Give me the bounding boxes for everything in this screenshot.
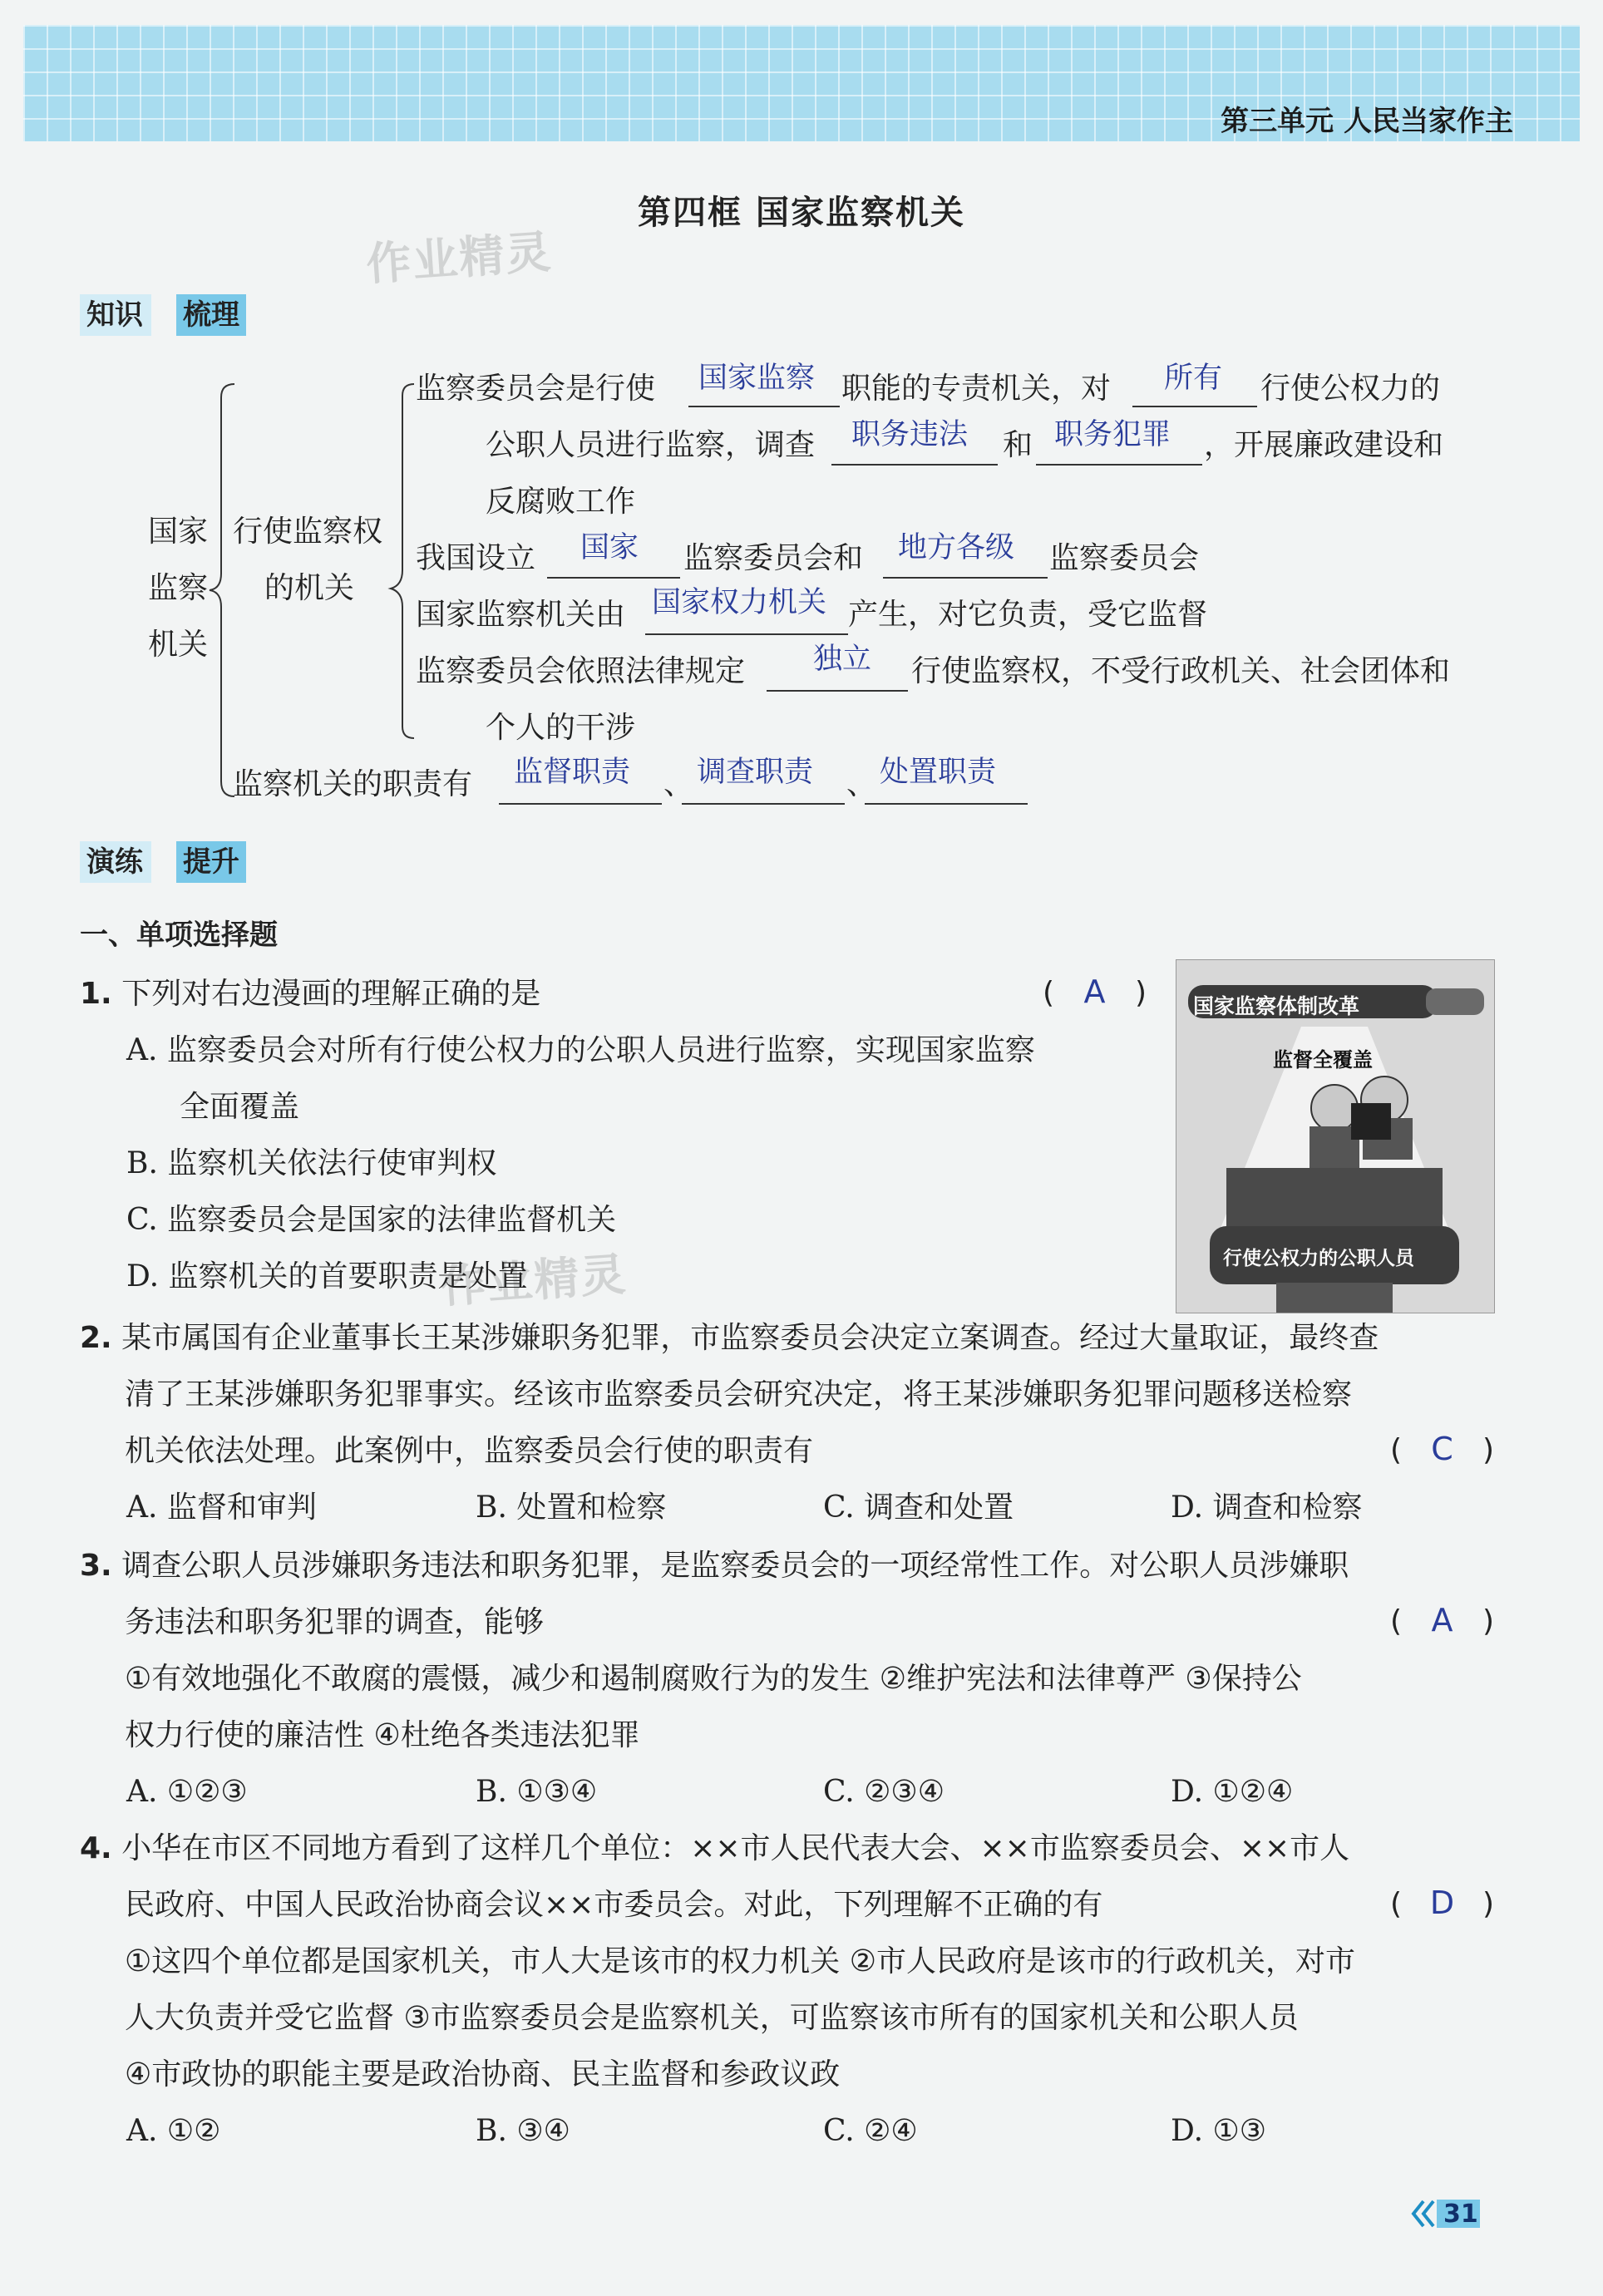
outline-text: 产生，对它负责，受它监督 (848, 598, 1208, 632)
question-stem: 某市属国有企业董事长王某涉嫌职务犯罪，市监察委员会决定立案调查。经过大量取证，最终查 (121, 1321, 1379, 1355)
option: C. ②④ (823, 2114, 918, 2148)
option: B. ③④ (476, 2114, 570, 2148)
question-stem: 清了王某涉嫌职务犯罪事实。经该市监察委员会研究决定，将王某涉嫌职务犯罪问题移送检察 (125, 1377, 1353, 1412)
option: B. ①③④ (476, 1775, 598, 1809)
answer-text: 独立 (813, 643, 872, 676)
option: A. ①②③ (126, 1775, 248, 1809)
outline-text: 监察委员会依照法律规定 (416, 654, 746, 688)
page-number-badge (1408, 2196, 1483, 2231)
answer-text: 国家监察 (698, 362, 816, 395)
question-1 (80, 979, 540, 1009)
question-stem: 人大负责并受它监督 ③市监察委员会是监察机关，可监察该市所有的国家机关和公职人员 (125, 2001, 1299, 2035)
outline-text: 公职人员进行监察，调查 (486, 428, 816, 462)
outline-text: 监察委员会和 (683, 541, 864, 575)
lesson-title: 第四框 国家监察机关 (638, 194, 965, 232)
question-stem: 民政府、中国人民政治协商会议××市委员会。对此，下列理解不正确的有 (125, 1888, 1103, 1922)
question-stem: ④市政协的职能主要是政治协商、民主监督和参政议政 (125, 2057, 841, 2092)
outline-text: 监察委员会 (1049, 541, 1200, 575)
option: 全面覆盖 (180, 1090, 300, 1124)
outline-text: 我国设立 (416, 541, 536, 575)
answer-text: 处置职责 (880, 756, 997, 789)
question-stem: 机关依法处理。此案例中，监察委员会行使的职责有 (125, 1434, 814, 1468)
watermark: 作业精灵 (364, 225, 555, 291)
question-stem: ①这四个单位都是国家机关，市人大是该市的权力机关 ②市人民政府是该市的行政机关，对市 (125, 1944, 1355, 1978)
outline-text: 行使公权力的 (1260, 372, 1441, 406)
answer-bracket: ( C ) (1390, 1431, 1494, 1467)
answer-text: 国家 (580, 531, 639, 564)
option: B. 处置和检察 (476, 1490, 667, 1525)
question-stem: 下列对右边漫画的理解正确的是 (121, 977, 541, 1011)
outline-text: ，开展廉政建设和 (1204, 428, 1444, 462)
option: C. ②③④ (823, 1775, 945, 1809)
cartoon-base-label: 行使公权力的公职人员 (1223, 1248, 1414, 1269)
outline-text: 监察机关的职责有 (233, 767, 473, 801)
outline-root: 国家 (148, 515, 209, 549)
question-4 (80, 1831, 1350, 1865)
question-number: 4. (80, 1831, 112, 1865)
cartoon-banner: 国家监察体制改革 (1193, 994, 1360, 1018)
outline-text: 反腐败工作 (486, 485, 636, 519)
section-tag-left: 演练 (80, 841, 151, 883)
question-number: 1. (80, 977, 112, 1011)
answer-bracket: ( A ) (1043, 973, 1147, 1010)
option: A. 监督和审判 (126, 1490, 317, 1525)
page-number: 31 (1443, 2200, 1478, 2229)
outline-text: 监察委员会是行使 (416, 372, 656, 406)
part-heading: 一、单项选择题 (80, 919, 278, 952)
question-stem: 权力行使的廉洁性 ④杜绝各类违法犯罪 (125, 1718, 640, 1752)
option: C. 调查和处置 (823, 1490, 1014, 1525)
watermark: 作业精灵 (439, 1248, 629, 1313)
answer-text: 职务犯罪 (1054, 418, 1171, 451)
outline-root: 监察 (148, 571, 209, 605)
answer-text: 监督职责 (514, 756, 631, 789)
option: A. 监察委员会对所有行使公权力的公职人员进行监察，实现国家监察 (126, 1033, 1035, 1067)
question-stem: 调查公职人员涉嫌职务违法和职务犯罪，是监察委员会的一项经常性工作。对公职人员涉嫌职 (121, 1549, 1349, 1583)
outline-branch: 的机关 (264, 571, 355, 605)
outline-text: 个人的干涉 (486, 711, 636, 745)
section-tag-right: 梳理 (176, 294, 246, 336)
section-tag-left: 知识 (80, 294, 151, 336)
answer-text: 地方各级 (898, 531, 1015, 564)
outline-text: 职能的专责机关，对 (841, 372, 1112, 406)
option: D. 监察机关的首要职责是处置 (126, 1259, 528, 1293)
cartoon-illustration (1176, 959, 1495, 1313)
outline-braces (0, 0, 1603, 831)
answer-choice: C (1431, 1431, 1453, 1467)
outline-text: 国家监察机关由 (416, 598, 626, 632)
answer-text: 国家权力机关 (652, 586, 827, 619)
question-stem: 小华在市区不同地方看到了这样几个单位：××市人民代表大会、××市监察委员会、××市人 (121, 1831, 1350, 1865)
question-3 (80, 1551, 1349, 1581)
question-stem: ①有效地强化不敢腐的震慑，减少和遏制腐败行为的发生 ②维护宪法和法律尊严 ③保持公 (125, 1662, 1302, 1696)
section-tag-practice (80, 841, 254, 883)
option: D. ①②④ (1171, 1775, 1294, 1809)
question-2 (80, 1323, 1379, 1353)
outline-text: 和 (1003, 428, 1033, 462)
question-number: 2. (80, 1321, 112, 1355)
option: C. 监察委员会是国家的法律监督机关 (126, 1203, 617, 1237)
answer-bracket: ( D ) (1390, 1885, 1494, 1921)
outline-text: 、 (663, 767, 694, 801)
unit-title: 第三单元 人民当家作主 (1221, 105, 1513, 138)
option: D. 调查和检察 (1171, 1490, 1363, 1525)
question-stem: 务违法和职务犯罪的调查，能够 (125, 1605, 545, 1639)
outline-text: 行使监察权，不受行政机关、社会团体和 (911, 654, 1451, 688)
cartoon-light-label: 监督全覆盖 (1273, 1048, 1373, 1072)
outline-root: 机关 (148, 628, 209, 662)
answer-choice: A (1083, 973, 1106, 1010)
option: B. 监察机关依法行使审判权 (126, 1146, 497, 1180)
option: A. ①② (126, 2114, 221, 2148)
option: D. ①③ (1171, 2114, 1267, 2148)
outline-text: 、 (846, 767, 877, 801)
answer-choice: A (1431, 1602, 1453, 1638)
answer-text: 职务违法 (851, 418, 969, 451)
answer-bracket: ( A ) (1390, 1602, 1494, 1638)
question-number: 3. (80, 1549, 112, 1583)
outline-branch: 行使监察权 (233, 515, 383, 549)
answer-text: 调查职责 (697, 756, 814, 789)
answer-choice: D (1429, 1885, 1455, 1921)
answer-text: 所有 (1164, 362, 1223, 395)
section-tag-right: 提升 (176, 841, 246, 883)
